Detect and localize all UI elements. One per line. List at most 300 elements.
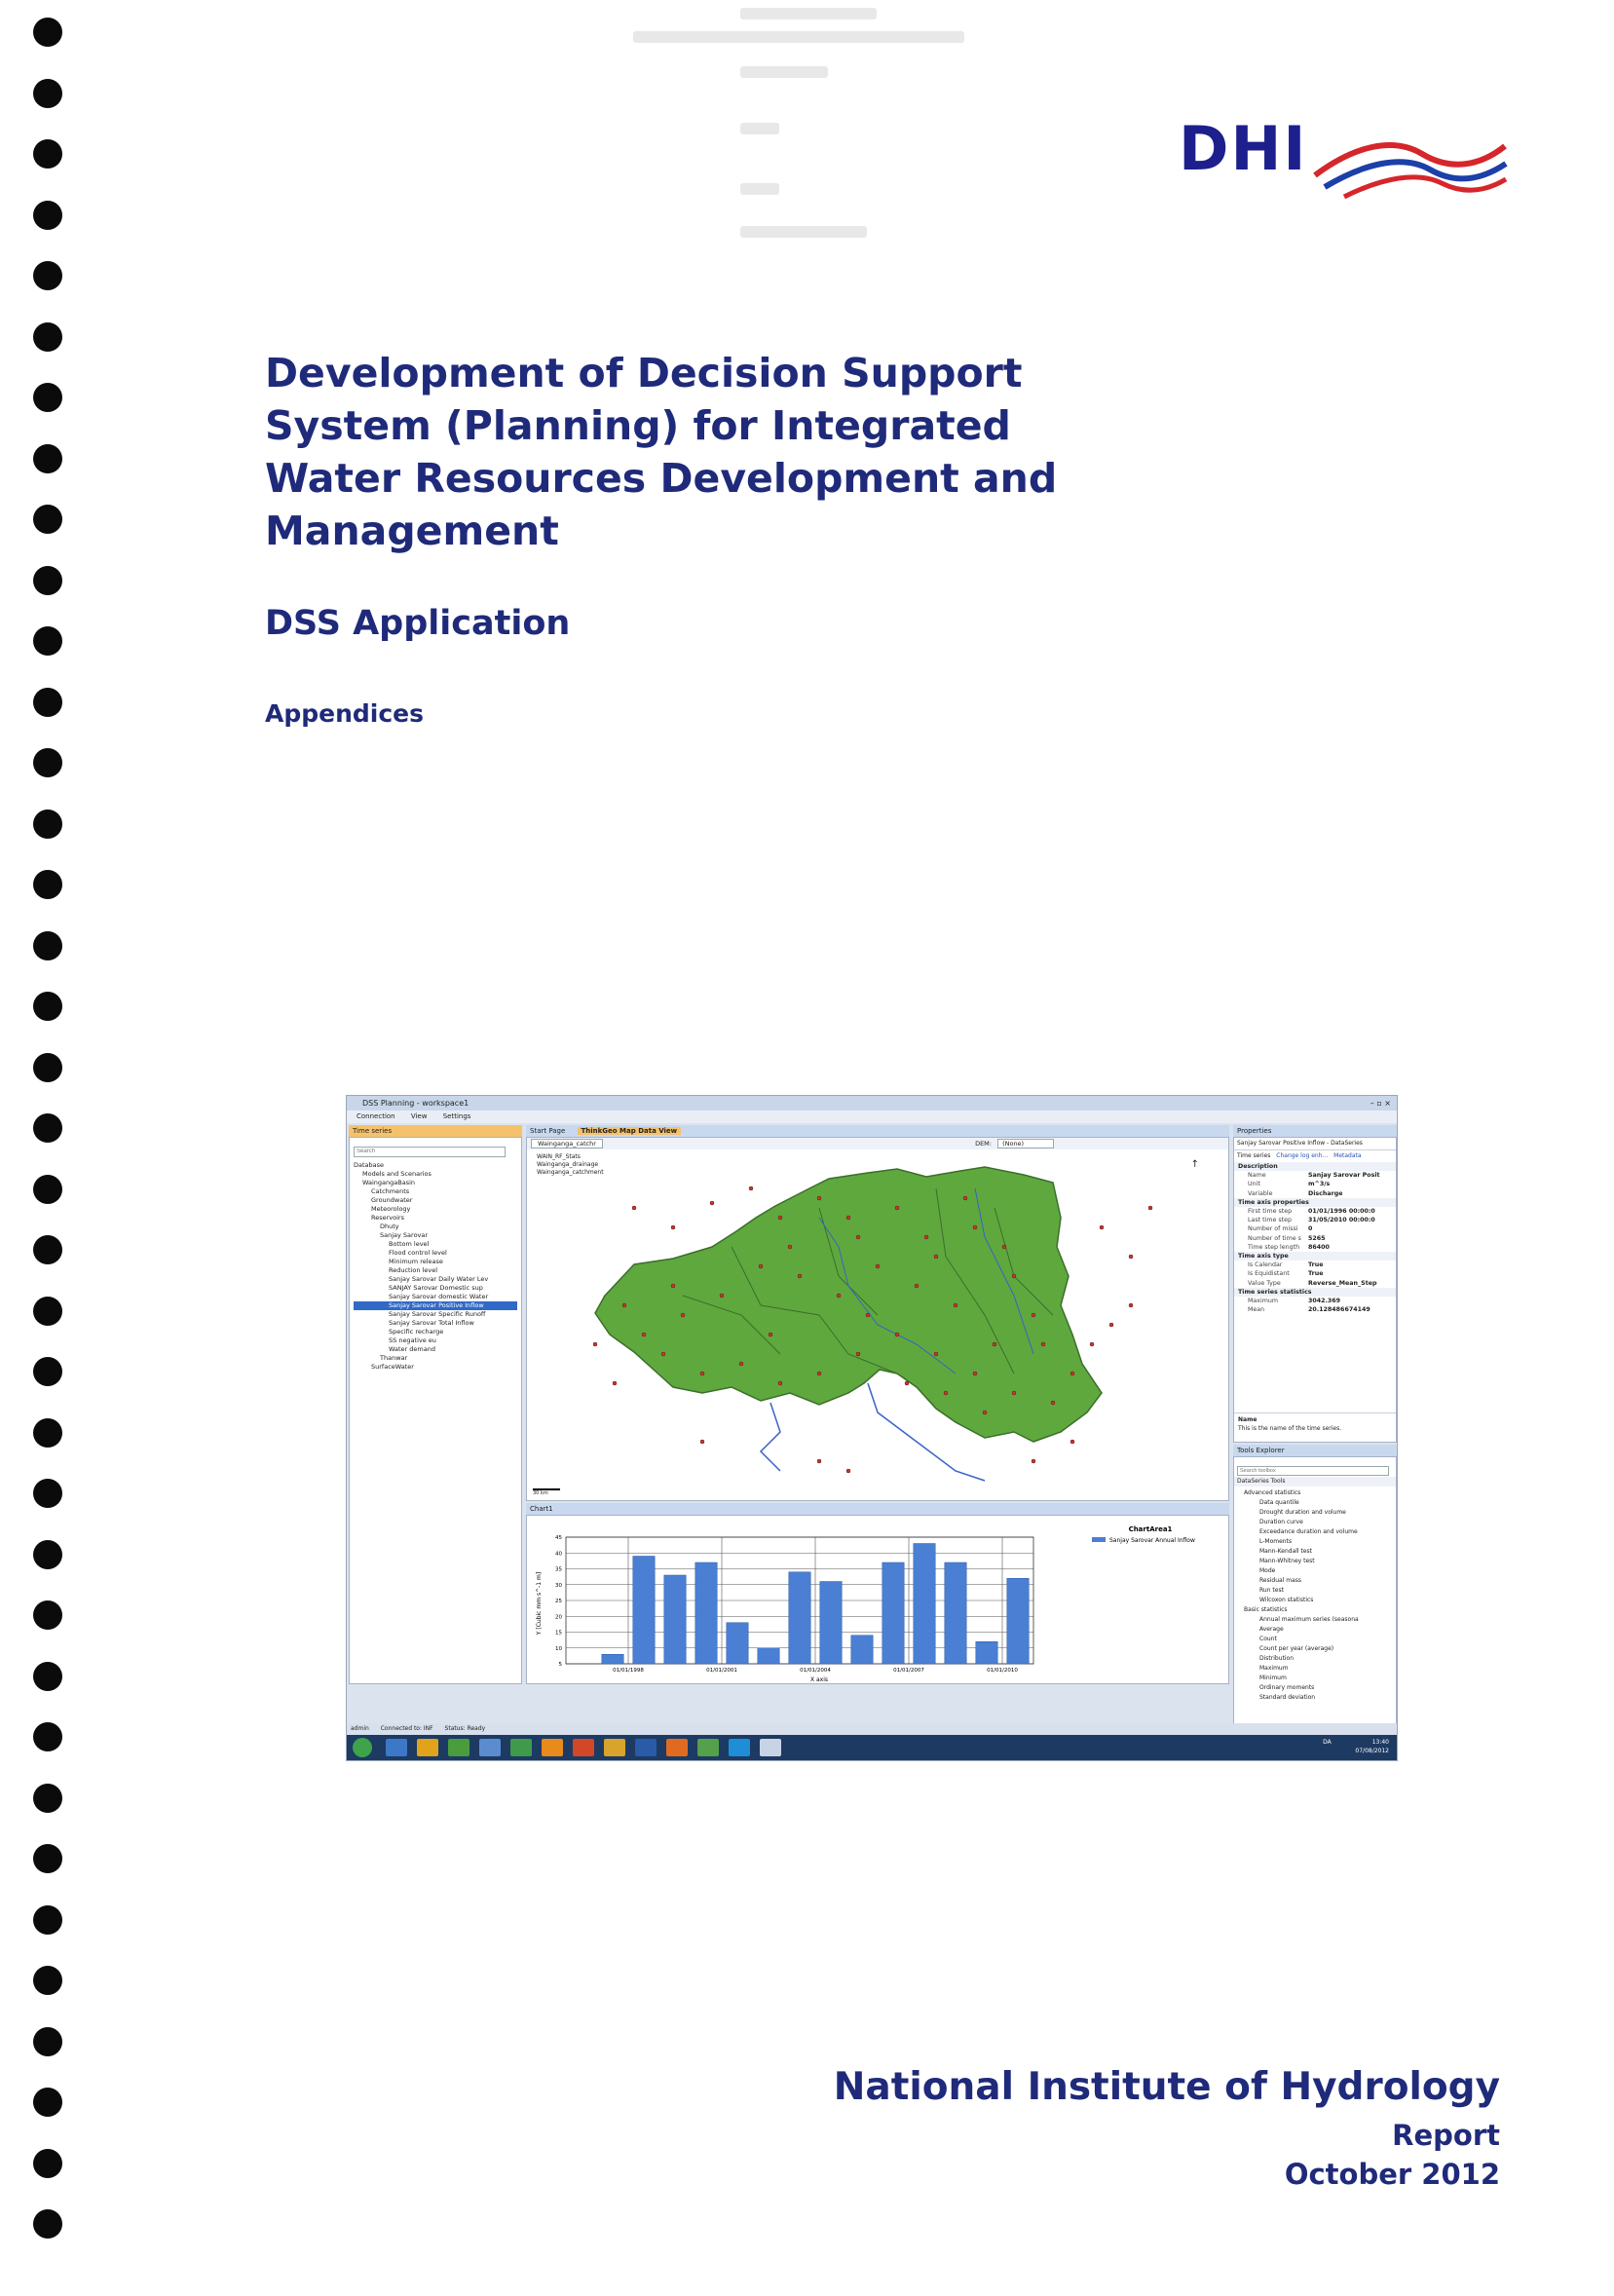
binding-hole: [33, 1844, 62, 1873]
menu-bar: [347, 1110, 1397, 1123]
tree-item[interactable]: SS negative eu: [389, 1336, 436, 1344]
tool-item[interactable]: Mode: [1259, 1567, 1276, 1574]
rain-station-marker: [1070, 1440, 1074, 1444]
property-key: Time step length: [1248, 1243, 1300, 1251]
chart-bar: [851, 1636, 873, 1664]
x-tick-label: 01/01/2010: [987, 1668, 1018, 1674]
rain-station-marker: [954, 1303, 957, 1307]
tree-item[interactable]: SANJAY Sarovar Domestic sup: [389, 1283, 483, 1292]
status-ready: Status: Ready: [444, 1725, 486, 1732]
rain-station-marker: [983, 1411, 987, 1414]
tab-change-log[interactable]: Change log enh...: [1276, 1152, 1329, 1159]
rain-station-marker: [1100, 1225, 1104, 1229]
appendices-label: Appendices: [265, 699, 425, 728]
rain-station-marker: [778, 1216, 782, 1220]
property-value: True: [1308, 1261, 1324, 1269]
time-series-tree: [350, 1159, 521, 1374]
tree-item[interactable]: Flood control level: [389, 1248, 447, 1257]
binding-hole: [33, 1479, 62, 1508]
binding-hole: [33, 1418, 62, 1448]
chart-legend-swatch: [1092, 1537, 1106, 1542]
property-value: Discharge: [1308, 1189, 1343, 1197]
tools-header: Tools Explorer: [1233, 1445, 1397, 1456]
binding-hole: [33, 931, 62, 960]
property-key: Mean: [1248, 1306, 1265, 1314]
binding-hole: [33, 1297, 62, 1326]
rain-station-marker: [817, 1196, 821, 1200]
property-group[interactable]: Time series statistics: [1234, 1288, 1396, 1297]
property-help: [1234, 1412, 1396, 1442]
tool-item[interactable]: Ordinary moments: [1259, 1684, 1315, 1691]
app-icon[interactable]: [448, 1739, 469, 1756]
binding-hole: [33, 1235, 62, 1264]
rain-station-marker: [1012, 1391, 1016, 1395]
properties-panel: [1233, 1137, 1397, 1443]
tool-item[interactable]: L-Moments: [1259, 1538, 1293, 1545]
chart-bar: [820, 1582, 842, 1665]
rain-station-marker: [944, 1391, 948, 1395]
rain-station-marker: [632, 1206, 636, 1210]
rain-station-marker: [905, 1381, 909, 1385]
property-row[interactable]: [1234, 1171, 1396, 1180]
y-tick-label: 35: [555, 1566, 562, 1573]
property-value: 0: [1308, 1225, 1313, 1233]
property-value: Reverse_Mean_Step: [1308, 1279, 1377, 1287]
north-arrow-icon: ↑: [1190, 1159, 1199, 1170]
binding-hole: [33, 1113, 62, 1143]
property-row[interactable]: [1234, 1269, 1396, 1278]
x-tick-label: 01/01/2001: [706, 1668, 737, 1674]
binding-hole: [33, 444, 62, 473]
rain-station-marker: [759, 1264, 763, 1268]
rain-station-marker: [769, 1333, 772, 1336]
rain-station-marker: [915, 1284, 919, 1288]
tool-item[interactable]: Basic statistics: [1244, 1606, 1288, 1613]
rain-station-marker: [963, 1196, 967, 1200]
y-tick-label: 10: [555, 1645, 562, 1652]
ie-icon[interactable]: [386, 1739, 407, 1756]
binding-hole: [33, 1662, 62, 1691]
property-row[interactable]: [1234, 1207, 1396, 1216]
window-controls[interactable]: – ▫ ×: [1370, 1099, 1391, 1108]
app-icon[interactable]: [542, 1739, 563, 1756]
institute-name: National Institute of Hydrology: [833, 2065, 1500, 2109]
chart-x-label: X axis: [809, 1676, 829, 1683]
properties-selector[interactable]: Sanjay Sarovar Positive Inflow - DataSeries: [1234, 1138, 1396, 1150]
tree-item[interactable]: Sanjay Sarovar Daily Water Lev: [389, 1274, 489, 1283]
tree-item[interactable]: Sanjay Sarovar domestic Water: [389, 1292, 489, 1300]
rain-station-marker: [700, 1372, 704, 1375]
rain-station-marker: [1070, 1372, 1074, 1375]
app-icon[interactable]: [479, 1739, 501, 1756]
menu-view[interactable]: View: [410, 1112, 428, 1120]
property-key: Maximum: [1248, 1298, 1279, 1305]
binding-hole: [33, 201, 62, 230]
rain-station-marker: [1129, 1255, 1133, 1259]
binding-hole: [33, 748, 62, 777]
rain-station-marker: [876, 1264, 880, 1268]
tree-item[interactable]: Meteorology: [371, 1204, 411, 1213]
system-clock: [1323, 1738, 1389, 1755]
rain-station-marker: [895, 1206, 899, 1210]
rain-station-marker: [613, 1381, 617, 1385]
word-icon[interactable]: [635, 1739, 657, 1756]
catchment-map[interactable]: [527, 1149, 1228, 1500]
start-button-icon[interactable]: [353, 1738, 372, 1757]
tree-item[interactable]: Specific recharge: [389, 1327, 444, 1336]
rain-station-marker: [671, 1225, 675, 1229]
tools-subheader: DataSeries Tools: [1234, 1477, 1396, 1487]
windows-taskbar: [347, 1735, 1397, 1760]
map-panel: [526, 1137, 1229, 1501]
y-tick-label: 40: [555, 1551, 562, 1558]
rain-station-marker: [1090, 1342, 1094, 1346]
status-connection: Connected to: INF: [380, 1725, 433, 1732]
rain-station-marker: [788, 1245, 792, 1249]
rain-station-marker: [593, 1342, 597, 1346]
binding-hole: [33, 322, 62, 352]
y-tick-label: 20: [555, 1614, 562, 1621]
rain-station-marker: [1041, 1342, 1045, 1346]
chart-bar: [695, 1562, 717, 1664]
y-tick-label: 5: [558, 1662, 562, 1668]
binding-hole: [33, 870, 62, 899]
dem-label: DEM:: [975, 1140, 992, 1148]
rain-station-marker: [895, 1333, 899, 1336]
property-key: First time step: [1248, 1208, 1293, 1216]
property-group[interactable]: Time axis properties: [1234, 1198, 1396, 1207]
binding-hole: [33, 1722, 62, 1751]
dem-select[interactable]: (None): [997, 1139, 1054, 1148]
rain-station-marker: [817, 1459, 821, 1463]
title-line-2: System (Planning) for Integrated: [265, 402, 1011, 449]
map-scale-bar: 30 km: [533, 1488, 560, 1496]
powerpoint-icon[interactable]: [573, 1739, 594, 1756]
binding-hole: [33, 1175, 62, 1204]
tree-item[interactable]: Thanwar: [380, 1353, 408, 1362]
property-row[interactable]: [1234, 1261, 1396, 1269]
property-key: Number of time s: [1248, 1234, 1301, 1242]
binding-hole: [33, 1905, 62, 1935]
rain-station-marker: [866, 1313, 870, 1317]
rain-station-marker: [1109, 1323, 1113, 1327]
binding-hole: [33, 18, 62, 47]
tool-item[interactable]: Annual maximum series (seasona: [1259, 1616, 1359, 1623]
property-key: Variable: [1248, 1189, 1273, 1197]
property-value: 3042.369: [1308, 1298, 1341, 1305]
property-key: Unit: [1248, 1181, 1260, 1188]
x-tick-label: 01/01/1998: [613, 1668, 644, 1674]
tree-item[interactable]: Models and Scenarios: [362, 1169, 432, 1178]
excel-icon[interactable]: [510, 1739, 532, 1756]
rain-station-marker: [1032, 1313, 1035, 1317]
binding-hole: [33, 2149, 62, 2178]
property-value: 5265: [1308, 1234, 1326, 1242]
tree-item[interactable]: Sanjay Sarovar Positive Inflow: [354, 1301, 517, 1310]
rain-station-marker: [1032, 1459, 1035, 1463]
tree-item[interactable]: Sanjay Sarovar: [380, 1230, 429, 1239]
app-icon[interactable]: [697, 1739, 719, 1756]
rain-station-marker: [642, 1333, 646, 1336]
tool-item[interactable]: Residual mass: [1259, 1577, 1302, 1584]
tool-item[interactable]: Wilcoxon statistics: [1259, 1597, 1314, 1603]
rain-station-marker: [856, 1352, 860, 1356]
tool-item[interactable]: Advanced statistics: [1244, 1489, 1301, 1496]
chart-tab-strip: [526, 1503, 1229, 1515]
dss-screenshot: [346, 1095, 1398, 1761]
rain-station-marker: [934, 1352, 938, 1356]
rain-station-marker: [973, 1372, 977, 1375]
binding-hole: [33, 626, 62, 656]
y-tick-label: 15: [555, 1630, 562, 1637]
logo-text: DHI: [1179, 113, 1308, 184]
rain-station-marker: [856, 1235, 860, 1239]
chart-bar: [789, 1572, 810, 1664]
tree-item[interactable]: Reservoirs: [371, 1213, 404, 1222]
tool-item[interactable]: Exceedance duration and volume: [1259, 1528, 1358, 1535]
legend-catchment[interactable]: Wainganga_catchment: [537, 1169, 604, 1176]
tool-item[interactable]: Minimum: [1259, 1675, 1287, 1681]
rain-station-marker: [1129, 1303, 1133, 1307]
binding-hole: [33, 2209, 62, 2239]
binding-hole: [33, 688, 62, 717]
tool-item[interactable]: Distribution: [1259, 1655, 1295, 1662]
rain-station-marker: [1002, 1245, 1006, 1249]
tool-item[interactable]: Drought duration and volume: [1259, 1509, 1346, 1516]
menu-settings[interactable]: Settings: [442, 1112, 471, 1120]
clock-time: 13:40: [1371, 1739, 1389, 1746]
tab-start-page[interactable]: Start Page: [530, 1127, 566, 1135]
property-value: 31/05/2010 00:00:0: [1308, 1217, 1375, 1224]
property-key: Is Equidistant: [1248, 1270, 1290, 1278]
binding-hole: [33, 383, 62, 412]
tab-map-data-view[interactable]: ThinkGeo Map Data View: [578, 1127, 682, 1135]
wave-icon: [1169, 107, 1510, 200]
properties-tabs: [1234, 1150, 1396, 1162]
tree-item[interactable]: SurfaceWater: [371, 1362, 414, 1371]
chart-legend-label: Sanjay Sarovar Annual Inflow: [1109, 1537, 1195, 1544]
property-row[interactable]: [1234, 1243, 1396, 1252]
annual-inflow-chart: [527, 1516, 1228, 1683]
rain-station-marker: [837, 1294, 841, 1298]
tree-item[interactable]: Water demand: [389, 1344, 435, 1353]
chart-panel: [526, 1515, 1229, 1684]
tools-panel: [1233, 1456, 1397, 1725]
window-title: DSS Planning - workspace1: [347, 1096, 1397, 1110]
rain-station-marker: [924, 1235, 928, 1239]
report-subtitle: DSS Application: [265, 604, 571, 643]
skype-icon[interactable]: [729, 1739, 750, 1756]
time-series-panel: [349, 1137, 522, 1684]
tree-item[interactable]: Bottom level: [389, 1239, 430, 1248]
menu-connection[interactable]: Connection: [357, 1112, 395, 1120]
property-key: Name: [1248, 1172, 1266, 1180]
tools-search-input[interactable]: [1237, 1466, 1389, 1476]
tree-item[interactable]: Minimum release: [389, 1257, 443, 1265]
binding-hole: [33, 261, 62, 290]
property-value: m^3/s: [1308, 1181, 1331, 1188]
binding-hole: [33, 566, 62, 595]
tool-item[interactable]: Run test: [1259, 1587, 1284, 1594]
map-tab-strip: [526, 1125, 1229, 1137]
property-key: Value Type: [1248, 1279, 1281, 1287]
tools-tree: [1234, 1487, 1396, 1705]
tool-item[interactable]: Mann-Whitney test: [1259, 1558, 1315, 1564]
chart-bar: [602, 1654, 623, 1664]
dss-app-icon[interactable]: [760, 1739, 781, 1756]
rain-station-marker: [798, 1274, 802, 1278]
property-row[interactable]: [1234, 1224, 1396, 1233]
time-series-panel-header: Time series: [349, 1125, 522, 1137]
folder-icon[interactable]: [604, 1739, 625, 1756]
tab-chart1[interactable]: Chart1: [530, 1505, 553, 1513]
dhi-logo: [1169, 107, 1510, 200]
property-grid: [1234, 1162, 1396, 1314]
chart-title: ChartArea1: [1128, 1525, 1173, 1533]
binding-hole: [33, 2088, 62, 2117]
tool-item[interactable]: Duration curve: [1259, 1519, 1303, 1525]
map-toolbar: [527, 1138, 1228, 1149]
x-tick-label: 01/01/2007: [893, 1668, 924, 1674]
chart-bar: [758, 1648, 779, 1664]
y-tick-label: 25: [555, 1599, 562, 1604]
rain-station-marker: [993, 1342, 996, 1346]
property-key: Is Calendar: [1248, 1261, 1283, 1269]
tree-search-input[interactable]: [354, 1147, 506, 1157]
tool-item[interactable]: Mann-Kendall test: [1259, 1548, 1313, 1555]
faded-bleed-through: [633, 0, 974, 253]
tool-item[interactable]: Average: [1259, 1626, 1284, 1633]
property-value: 86400: [1308, 1243, 1330, 1251]
chart-y-ticks: [555, 1535, 563, 1668]
layer-select[interactable]: Wainganga_catchr: [531, 1139, 603, 1148]
chart-x-ticks: [613, 1668, 1018, 1674]
status-user: admin: [351, 1725, 369, 1732]
rain-station-marker: [934, 1255, 938, 1259]
chart-bar: [976, 1641, 997, 1664]
rain-station-marker: [973, 1225, 977, 1229]
rain-station-marker: [739, 1362, 743, 1366]
property-row[interactable]: [1234, 1279, 1396, 1288]
property-group[interactable]: Description: [1234, 1162, 1396, 1171]
binding-hole: [33, 992, 62, 1021]
explorer-icon[interactable]: [417, 1739, 438, 1756]
status-bar: [347, 1723, 1397, 1735]
property-value: 01/01/1996 00:00:0: [1308, 1208, 1375, 1216]
rain-station-marker: [1012, 1274, 1016, 1278]
rain-station-marker: [846, 1469, 850, 1473]
chart-bar: [664, 1575, 686, 1664]
help-text: This is the name of the time series.: [1238, 1425, 1342, 1432]
tool-item[interactable]: Data quantile: [1259, 1499, 1299, 1506]
tree-item[interactable]: Database: [354, 1160, 385, 1169]
binding-hole: [33, 1966, 62, 1995]
property-row[interactable]: [1234, 1216, 1396, 1224]
y-tick-label: 30: [555, 1582, 562, 1589]
chart-bar: [727, 1623, 748, 1664]
report-title: [265, 347, 1142, 557]
chart-bar: [882, 1562, 904, 1664]
properties-header: Properties: [1233, 1125, 1397, 1137]
binding-hole: [33, 505, 62, 534]
property-row[interactable]: [1234, 1297, 1396, 1305]
rain-station-marker: [846, 1216, 850, 1220]
legend-rf-stats[interactable]: WAIN_RF_Stats: [537, 1153, 581, 1160]
chart-y-label: Y [Cubic mm s^-1 m]: [536, 1571, 543, 1636]
legend-drainage[interactable]: Wainganga_drainage: [537, 1161, 599, 1168]
property-key: Last time step: [1248, 1217, 1292, 1224]
rain-station-marker: [749, 1186, 753, 1190]
rain-station-marker: [778, 1381, 782, 1385]
chart-bar: [914, 1544, 935, 1665]
tree-item[interactable]: Sanjay Sarovar Total Inflow: [389, 1318, 474, 1327]
tree-item[interactable]: Sanjay Sarovar Specific Runoff: [389, 1309, 486, 1318]
rain-station-marker: [661, 1352, 665, 1356]
property-key: Number of missi: [1248, 1225, 1298, 1233]
report-label: Report: [1392, 2119, 1500, 2152]
binding-hole: [33, 1357, 62, 1386]
rain-station-marker: [817, 1372, 821, 1375]
chart-bar: [1007, 1578, 1029, 1664]
rain-station-marker: [1148, 1206, 1152, 1210]
x-tick-label: 01/01/2004: [800, 1668, 831, 1674]
title-line-1: Development of Decision Support: [265, 350, 1023, 396]
property-value: True: [1308, 1270, 1324, 1278]
chart-bar: [633, 1557, 655, 1665]
property-group[interactable]: Time axis type: [1234, 1252, 1396, 1261]
tool-item[interactable]: Count: [1259, 1636, 1277, 1642]
binding-hole: [33, 2027, 62, 2056]
rain-station-marker: [671, 1284, 675, 1288]
tree-item[interactable]: Dhuty: [380, 1222, 399, 1230]
title-line-4: Management: [265, 508, 559, 554]
tree-item[interactable]: WaingangaBasin: [362, 1178, 416, 1186]
report-date: October 2012: [1284, 2158, 1500, 2191]
binding-hole: [33, 79, 62, 108]
rain-station-marker: [681, 1313, 685, 1317]
title-line-3: Water Resources Development and: [265, 455, 1058, 502]
tree-item[interactable]: Reduction level: [389, 1265, 438, 1274]
y-tick-label: 45: [555, 1535, 562, 1541]
app-icon[interactable]: [666, 1739, 688, 1756]
chart-bar: [945, 1562, 966, 1664]
tree-item[interactable]: Groundwater: [371, 1195, 413, 1204]
rain-station-marker: [1051, 1401, 1055, 1405]
tree-item[interactable]: Catchments: [371, 1186, 410, 1195]
binding-hole: [33, 1784, 62, 1813]
binding-hole: [33, 1053, 62, 1082]
property-row[interactable]: [1234, 1180, 1396, 1188]
tab-metadata[interactable]: Metadata: [1333, 1152, 1362, 1159]
rain-station-marker: [622, 1303, 626, 1307]
property-row[interactable]: [1234, 1305, 1396, 1314]
property-value: Sanjay Sarovar Posit: [1308, 1172, 1380, 1180]
tab-time-series[interactable]: Time series: [1237, 1152, 1271, 1159]
clock-date: 07/08/2012: [1355, 1748, 1389, 1754]
tool-item[interactable]: Standard deviation: [1259, 1694, 1316, 1701]
binding-hole: [33, 809, 62, 839]
help-name: Name: [1238, 1416, 1257, 1423]
property-row[interactable]: [1234, 1234, 1396, 1243]
binding-hole: [33, 1600, 62, 1630]
binding-holes: [0, 0, 107, 2296]
property-row[interactable]: [1234, 1189, 1396, 1198]
binding-hole: [33, 139, 62, 169]
tool-item[interactable]: Count per year (average): [1259, 1645, 1334, 1652]
catchment-polygon: [595, 1167, 1102, 1442]
tool-item[interactable]: Maximum: [1259, 1665, 1289, 1672]
clock-lang: DA: [1323, 1739, 1332, 1746]
